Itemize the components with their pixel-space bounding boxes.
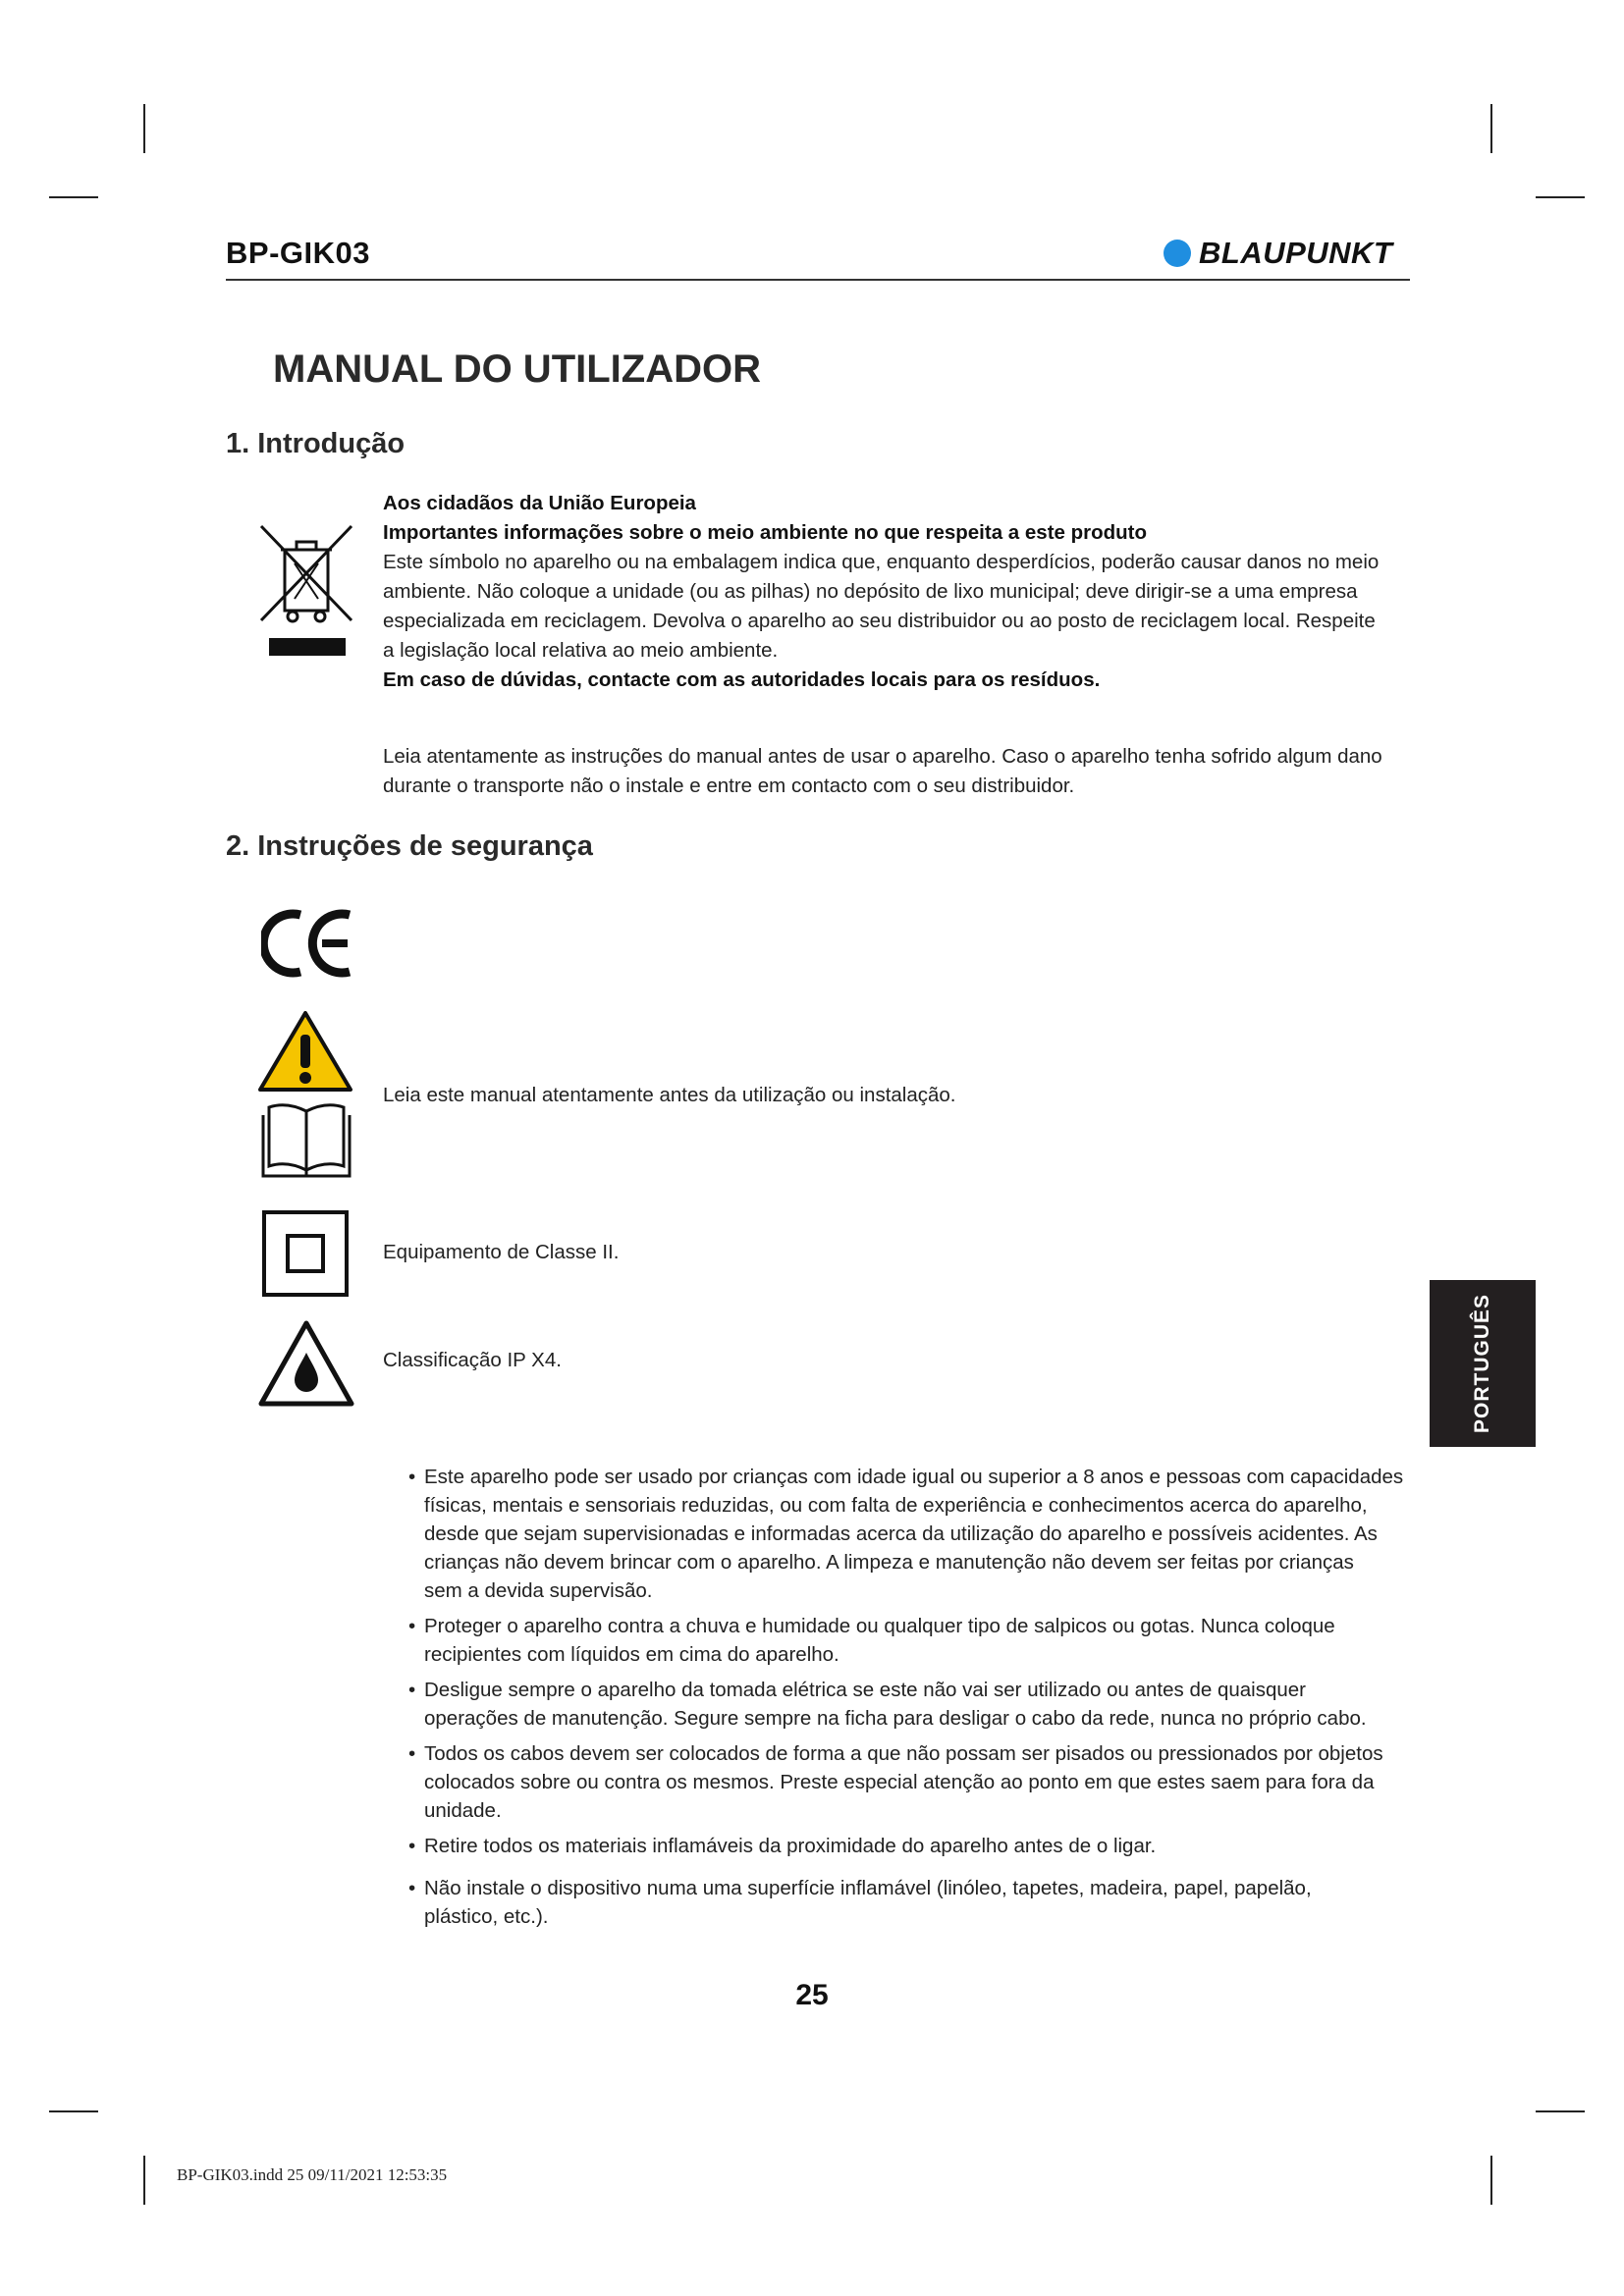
crop-mark (1490, 104, 1492, 153)
env-body-line: especializada em reciclagem. Devolva o aparelho ao seu distribuidor ou ao posto de reciclagem local. Respeite (383, 610, 1376, 632)
list-item: • Não instale o dispositivo numa uma superfície inflamável (linóleo, tapetes, madeira, papel, papelão, plástico, etc.). (408, 1877, 1312, 1928)
language-tab (1430, 1280, 1536, 1447)
section-title-seguranca: 2. Instruções de segurança (226, 830, 593, 862)
document-title: MANUAL DO UTILIZADOR (273, 347, 761, 391)
read-line: durante o transporte não o instale e entre em contacto com o seu distribuidor. (383, 774, 1075, 797)
print-slug: BP-GIK03.indd 25 09/11/2021 12:53:35 (177, 2165, 448, 2184)
brand-dot-icon (1164, 240, 1191, 267)
brand-name: BLAUPUNKT (1199, 236, 1393, 270)
section-title-introducao: 1. Introdução (226, 428, 406, 459)
brand-logo (1164, 236, 1392, 271)
list-item: • Todos os cabos devem ser colocados de forma a que não possam ser pisados ou pressionados por objetos colocados sobre ou contra os mesmos. Preste especial atenção ao ponto em que estes saem para fora da unidade. (408, 1742, 1383, 1822)
ipx4-icon (257, 1319, 355, 1413)
ce-mark-icon (261, 907, 355, 985)
manual-warning-label: Leia este manual atentamente antes da utilização ou instalação. (383, 1084, 956, 1106)
class-ii-icon (261, 1209, 350, 1303)
crop-mark (1490, 2156, 1492, 2205)
model-name: BP-GIK03 (226, 236, 370, 270)
crop-mark (1536, 196, 1585, 198)
env-body-line: ambiente. Não coloque a unidade (ou as pilhas) no depósito de lixo municipal; deve dirigir-se a uma empresa (383, 580, 1358, 603)
env-closing: Em caso de dúvidas, contacte com as autoridades locais para os resíduos. (383, 668, 1101, 691)
read-line: Leia atentamente as instruções do manual antes de usar o aparelho. Caso o aparelho tenha sofrido algum dano (383, 745, 1382, 768)
list-item: • Desligue sempre o aparelho da tomada elétrica se este não vai ser utilizado ou antes de quaisquer operações de manutenção. Segure sempre na ficha para desligar o cabo da rede, nunca no próprio cabo. (408, 1679, 1367, 1730)
page-number: 25 (795, 1979, 829, 2011)
env-body-line: a legislação local relativa ao meio ambiente. (383, 639, 779, 662)
list-item: • Proteger o aparelho contra a chuva e humidade ou qualquer tipo de salpicos ou gotas. Nunca coloque recipientes com líquidos em cima do aparelho. (408, 1615, 1335, 1666)
crop-mark (49, 2110, 98, 2112)
list-item: • Retire todos os materiais inflamáveis da proximidade do aparelho antes de o ligar. (408, 1835, 1157, 1857)
env-heading: Importantes informações sobre o meio ambiente no que respeita a este produto (383, 521, 1148, 544)
eu-heading: Aos cidadãos da União Europeia (383, 492, 696, 514)
class-ii-label: Equipamento de Classe II. (383, 1241, 620, 1263)
eu-environment-notice (383, 489, 1424, 695)
read-instructions-notice (383, 742, 1424, 801)
language-tab-label: PORTUGUÊS (1471, 1293, 1494, 1434)
header-rule (226, 279, 1410, 281)
env-body-line: Este símbolo no aparelho ou na embalagem indica que, enquanto desperdícios, poderão causar danos no meio (383, 551, 1380, 573)
ipx4-label: Classificação IP X4. (383, 1349, 562, 1371)
list-item: • Este aparelho pode ser usado por crianças com idade igual ou superior a 8 anos e pessoas com capacidades físicas, mentais e sensoriais reduzidas, ou com falta de experiência e conhecimentos acerca do aparelho, desde que sejam supervisionadas e informadas acerca da utilização do aparelho e possíveis acidentes. As crianças não devem brincar com o aparelho. A limpeza e manutenção não devem ser feitas por crianças sem a devida supervisão. (408, 1466, 1404, 1602)
crop-mark (1536, 2110, 1585, 2112)
manual-book-icon (257, 1097, 355, 1185)
crossed-out-wheelie-bin-icon (257, 520, 355, 667)
crop-mark (143, 104, 145, 153)
warning-triangle-icon (257, 1009, 353, 1098)
crop-mark (49, 196, 98, 198)
crop-mark (143, 2156, 145, 2205)
safety-bullet-list (393, 1463, 1414, 1938)
